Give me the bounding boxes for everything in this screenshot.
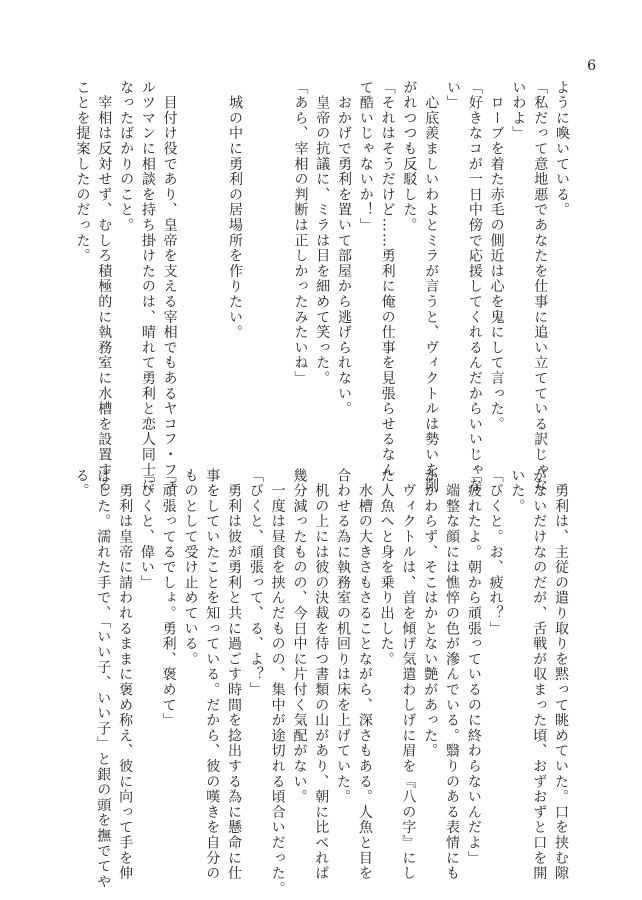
text-line: 端整な顔には憔悴の色が滲んでいる。翳りのある表情にも [444,468,461,882]
text-line: 宰相は反対せず、むしろ積極的に執務室に水槽を設置する [96,80,113,494]
text-line: 心底羨ましいわよとミラが言うと、ヴィクトルは勢いを削 [423,80,440,494]
text-line: 合わせる為に執務室の机回りは床を上げていた。 [335,468,352,805]
text-line: ヴィクトルは、首を傾げ気遣わしげに眉を『八の字』にし [400,468,417,882]
text-line: て酷いじゃないか！」 [357,80,374,233]
text-line: 勇利は皇帝に請われるままに褒め称え、彼に向って手を伸 [117,468,134,882]
text-line: 「あら、宰相の判断は正しかったみたいね」 [292,80,309,386]
text-line: た人魚へと身を乗り出した。 [378,468,395,667]
text-line: 「びくと。お、疲れ？」 [487,468,504,637]
text-line: 目付け役であり、皇帝を支える宰相でもあるヤコフ・フェ [161,80,178,494]
blank-line [180,80,202,430]
text-line: ローブを着た赤毛の側近は心を鬼にして言った。 [488,80,505,432]
text-line: 幾分減ったものの、今日中に片付く気配がない。 [291,468,308,805]
text-line: 「疲れたよ。朝から頑張っているのに終わらないんだよ」 [465,468,482,866]
text-line: 「びくと、頑張って、る、よ？」 [247,468,264,698]
text-line: い」 [445,80,462,111]
page-number: 6 [587,58,596,74]
text-line: 事をしていたことを知っている。だから、彼の嘆きを自分の [204,468,221,882]
blank-line [201,80,223,430]
text-line: 一度は昼食を挟んだものの、集中が途切れる頃合いだった。 [269,468,286,897]
text-line: 「頑張ってるでしょ。勇利、褒めて」 [160,468,177,729]
text-line: 城の中に勇利の居場所を作りたい。 [227,80,244,341]
text-line: ものとして受け止めている。 [182,468,199,667]
blank-line [245,80,267,430]
text-line: なったばかりのこと。 [118,80,135,233]
text-line: 水槽の大きさもさることながら、深さもある。人魚と目を [356,468,373,882]
blank-line [267,80,289,430]
text-line: 勇利は、主従の遣り取りを黙って眺めていた。口を挟む隙 [553,468,569,882]
text-line: かかわらず、そこはかとない艶があった。 [422,468,439,759]
text-line: 「びくと、偉い」 [138,468,155,591]
text-line: 皇帝の抗議に、ミラは目を細めて笑った。 [314,80,331,386]
text-line: 「それはそうだけど……勇利に俺の仕事を見張らせるなん [379,80,396,478]
text-line: がないだけなのだが、舌戦が収まった頃、おずおずと口を開 [531,468,548,882]
text-line: ように喚いている。 [554,80,570,218]
text-line: いわよ」 [510,80,527,142]
text-line: いた。 [509,468,526,514]
text-line: 「私だって意地悪であなたを仕事に追い立てている訳じゃな [532,80,549,494]
text-line: ばした。濡れた手で、「いい子、いい子」と銀の頭を撫でてや [95,468,112,890]
text-line: がれつつも反駁した。 [401,80,418,233]
text-line: ルツマンに相談を持ち掛けたのは、晴れて勇利と恋人同士に [139,80,156,494]
lower-text-block [73,468,571,897]
text-line: ことを提案したのだった。 [74,80,91,264]
text-line: る。 [73,468,90,499]
text-line: 机の上には彼の決裁を待つ書類の山があり、朝に比べれば [313,468,330,882]
text-line: 「好きなコが一日中傍で応援してくれるんだからいいじゃな [466,80,483,494]
text-line: おかげで勇利を置いて部屋から逃げられない。 [336,80,353,417]
text-line: 勇利は彼が勇利と共に過ごす時間を捻出する為に懸命に仕 [226,468,243,882]
